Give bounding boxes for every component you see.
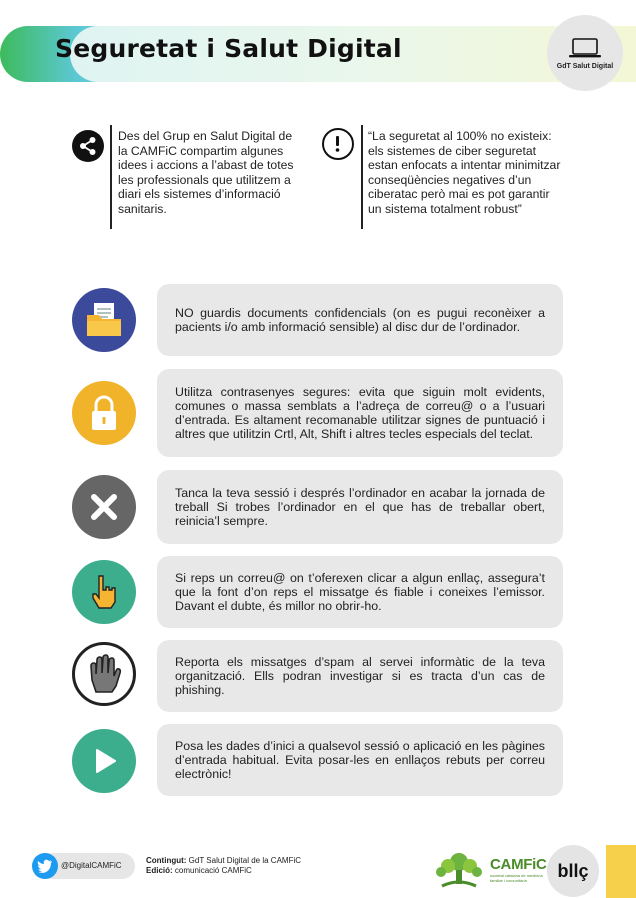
tip-card: [157, 470, 563, 544]
footer-edition-credit: [146, 866, 252, 875]
tip-card: [157, 284, 563, 356]
exclamation-icon: [322, 128, 354, 160]
laptop-icon: [568, 37, 602, 59]
share-icon: [72, 130, 104, 162]
camfic-tree-logo: [432, 850, 486, 890]
camfic-logo-subtitle: societat catalana de medicina familiar i comunitària: [490, 873, 543, 883]
close-x-icon: [89, 492, 119, 522]
edition-value: comunicació CAMFiC: [174, 866, 252, 875]
pointer-hand-icon: [87, 572, 121, 612]
camfic-logo-text: CAMFiC: [490, 856, 547, 873]
bllc-logo: bllç: [547, 845, 599, 897]
footer-content-credit: [146, 856, 301, 865]
tip-card: [157, 369, 563, 457]
tip-card: [157, 640, 563, 712]
gdt-badge: [547, 15, 623, 91]
yellow-corner-tab: [606, 845, 636, 898]
badge-label: GdT Salut Digital: [556, 62, 614, 70]
intro-left-text: Des del Grup en Salut Digital de la CAMFiC compartim algunes idees i accions a l’abast de totes les professionals que utilitzem a diari els sistemes d’informació sanitaris.: [118, 129, 294, 216]
twitter-handle[interactable]: @DigitalCAMFiC: [61, 861, 122, 870]
folder-icon: [84, 301, 124, 339]
edition-label: Edició:: [146, 866, 173, 875]
intro-divider-left: [110, 125, 112, 229]
tip-icon-folder: [72, 288, 136, 352]
tip-icon-play: [72, 729, 136, 793]
tip-text: NO guardis documents confidencials (on es pugui reconèixer a pacients i/o amb informació sensible) al disc dur de l’ordinador.: [175, 305, 545, 334]
tip-text: Reporta els missatges d’spam al servei informàtic de la teva organització. Ells podran investigar si es tracta d’un cas de phishing.: [175, 654, 545, 698]
tip-icon-close: [72, 475, 136, 539]
padlock-icon: [87, 394, 121, 432]
tip-icon-pointer: [72, 560, 136, 624]
tip-card: [157, 556, 563, 628]
twitter-icon[interactable]: [32, 853, 58, 879]
tip-icon-stop: [72, 642, 136, 706]
tip-text: Tanca la teva sessió i després l’ordinador en acabar la jornada de treball Si trobes l’ordinador en el que has de treballar obert, reinicia’l sempre.: [175, 485, 545, 529]
tip-icon-padlock: [72, 381, 136, 445]
page-title: Seguretat i Salut Digital: [55, 34, 402, 63]
stop-hand-icon: [85, 654, 123, 694]
content-label: Contingut:: [146, 856, 187, 865]
intro-divider-right: [361, 125, 363, 229]
play-icon: [89, 746, 119, 776]
tip-text: Si reps un correu@ on t’oferexen clicar a algun enllaç, assegura’t que la font d’on reps el missatge és fiable i coneixes l’emissor. Davant el dubte, és millor no obrir-ho.: [175, 570, 545, 614]
tip-text: Posa les dades d’inici a qualsevol sessió o aplicació en les pàgines d’entrada habitual. Evita posar-les en enllaços rebuts per correu electrònic!: [175, 738, 545, 782]
tip-card: [157, 724, 563, 796]
content-value: GdT Salut Digital de la CAMFiC: [188, 856, 302, 865]
intro-right-text: “La seguretat al 100% no existeix: els sistemes de ciber seguretat estan enfocats a intentar minimitzar conseqüències negatives d’un ciberatac però mai es pot garantir un sistema totalment robust”: [368, 129, 561, 216]
tip-text: Utilitza contrasenyes segures: evita que siguin molt evidents, comunes o massa semblats a l’adreça de correu@ o a l’usuari d’entrada. Es altament recomanable utilitzar signes de puntuació i altres que utilitzin Crtl, Alt, Shift i altres tecles especials del teclat.: [175, 384, 545, 442]
